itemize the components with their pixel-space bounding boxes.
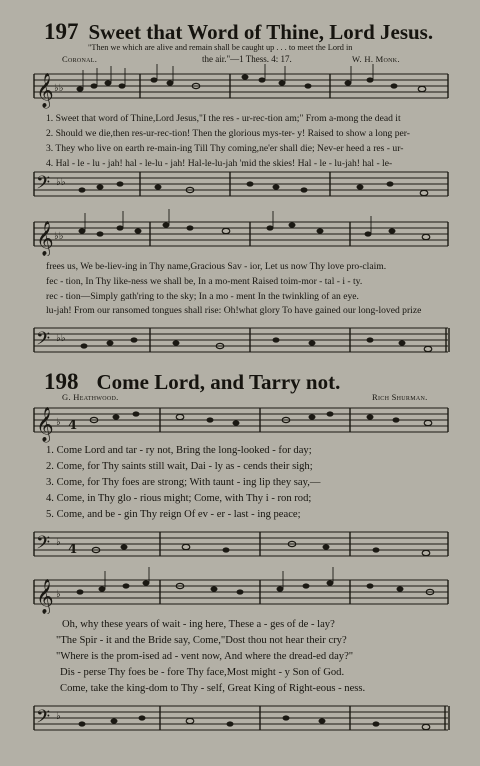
lyric-line: 4. Hal - le - lu - jah! hal - le-lu - jah! Hal-le-lu-jah 'mid the skies! Hal - le - lu-jah! hal - le- — [46, 158, 393, 169]
svg-text:4: 4 — [68, 418, 78, 433]
lyric-line: Dis - perse Thy foes be - fore Thy face,Most might - y Son of God. — [60, 667, 345, 678]
svg-text:♭♭: ♭♭ — [56, 333, 66, 344]
epigraph-line: the air."—1 Thess. 4: 17. — [202, 54, 292, 64]
svg-text:♭: ♭ — [56, 589, 61, 600]
lyric-line: lu-jah! From our ransomed tongues shall rise: Oh!what glory To have gained our long-loved prize — [46, 305, 422, 316]
lyric-line: 1. Come Lord and tar - ry not, Bring the long-looked - for day; — [46, 445, 312, 456]
lyric-line: 2. Should we die,then res-ur-rec-tion! Then the glorious mys-ter- y! Raised to show a long per- — [46, 128, 410, 139]
lyric-line: "Where is the prom-ised ad - vent now, And where the dread-ed day?" — [56, 651, 354, 662]
svg-text:𝄢: 𝄢 — [36, 707, 51, 732]
lyric-line: "The Spir - it and the Bride say, Come,"Dost thou not hear their cry? — [56, 635, 347, 646]
svg-text:𝄞: 𝄞 — [36, 579, 54, 614]
music-staff — [30, 520, 450, 566]
svg-text:𝄢: 𝄢 — [36, 533, 51, 558]
lyric-line: frees us, We be-liev-ing in Thy name,Gracious Sav - ior, Let us now Thy love pro-claim. — [46, 261, 387, 272]
composer-name: W. H. Monk. — [352, 54, 400, 64]
svg-text:♭♭: ♭♭ — [54, 231, 64, 242]
composer-name: G. Heathwood. — [62, 392, 119, 402]
lyric-line: 2. Come, for Thy saints still wait, Dai - ly as - cends their sigh; — [46, 461, 313, 472]
music-staff — [30, 398, 450, 444]
svg-text:♭♭: ♭♭ — [54, 83, 64, 94]
svg-text:♭♭: ♭♭ — [56, 177, 66, 188]
music-staff — [30, 162, 450, 206]
author-name: Rich Shurman. — [372, 392, 428, 402]
lyric-line: fec - tion, In Thy like-ness we shall be, In a mo-ment Raised toim-mor - tal - i - ty. — [46, 276, 363, 287]
svg-text:𝄢: 𝄢 — [36, 173, 51, 198]
music-staff — [30, 208, 450, 256]
lyric-line: Oh, why these years of wait - ing here, These a - ges of de - lay? — [62, 619, 335, 630]
svg-text:𝄢: 𝄢 — [36, 329, 51, 354]
hymn-title: Sweet that Word of Thine, Lord Jesus. — [88, 20, 434, 44]
lyric-line: 3. They who live on earth re-main-ing Till Thy coming,ne'er shall die; Nev-er heed a res - ur- — [46, 143, 404, 154]
music-staff — [30, 64, 450, 110]
lyric-line: 1. Sweet that word of Thine,Lord Jesus,"I the res - ur-rec-tion am;" From a-mong the dead it — [46, 113, 401, 124]
hymn-number: 197 — [44, 19, 79, 44]
svg-text:♭: ♭ — [56, 417, 61, 428]
hymn-198-heading — [44, 370, 340, 393]
svg-text:♭: ♭ — [56, 537, 61, 548]
svg-text:𝄞: 𝄞 — [36, 407, 54, 442]
svg-text:♭: ♭ — [56, 711, 61, 722]
epigraph-line: "Then we which are alive and remain shall be caught up . . . to meet the Lord in — [88, 43, 353, 52]
hymn-number: 198 — [44, 369, 79, 394]
lyric-line: 3. Come, for Thy foes are strong; With taunt - ing lip they say,— — [46, 477, 321, 488]
music-staff — [30, 566, 450, 614]
svg-text:𝄞: 𝄞 — [36, 221, 54, 256]
lyric-line: Come, take the king-dom to Thy - self, Great King of Right-eous - ness. — [60, 683, 366, 694]
tune-name: Coronal. — [62, 54, 98, 64]
music-staff — [30, 694, 450, 740]
lyric-line: rec - tion—Simply gath'ring to the sky; In a mo - ment In the twinkling of an eye. — [46, 291, 359, 302]
hymn-title: Come Lord, and Tarry not. — [96, 370, 341, 394]
lyric-line: 5. Come, and be - gin Thy reign Of ev - er - last - ing peace; — [46, 509, 301, 520]
svg-text:𝄞: 𝄞 — [36, 73, 54, 108]
svg-text:4: 4 — [68, 542, 78, 557]
hymn-197-heading — [44, 20, 433, 43]
music-staff — [30, 316, 450, 362]
lyric-line: 4. Come, in Thy glo - rious might; Come, with Thy i - ron rod; — [46, 493, 312, 504]
